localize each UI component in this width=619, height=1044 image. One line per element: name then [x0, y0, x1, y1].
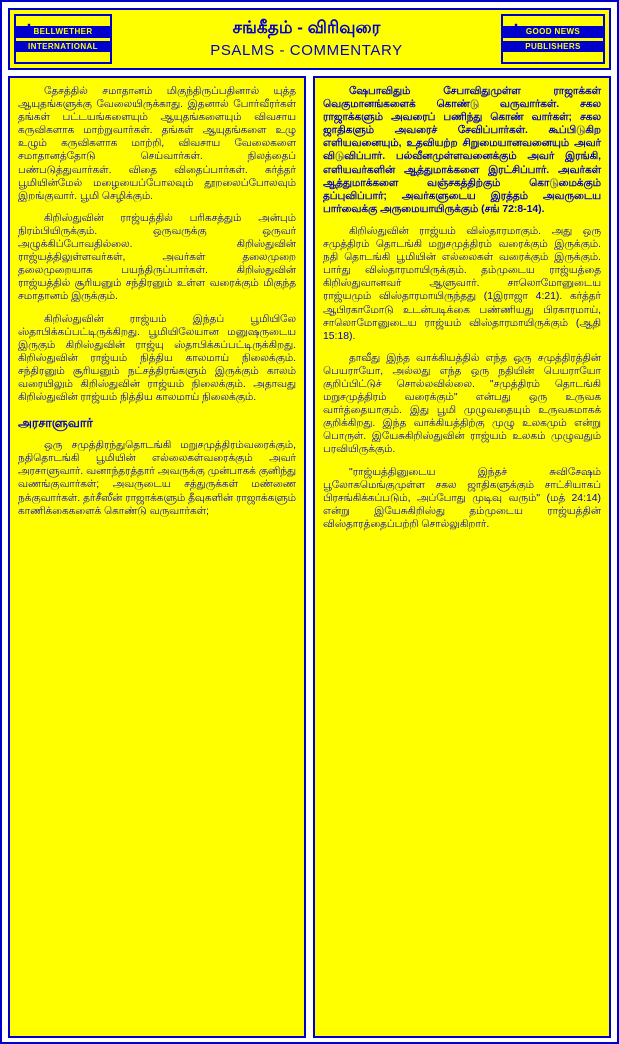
- left-column: [8, 76, 306, 1038]
- paragraph-scripture-quote: ஷேபாவிதும் சேபாவிதுமுள்ள ராஜாக்கள் வெகுமானங்களைக் கொண்டு வருவார்கள். சகல ராஜாக்களும் அவரைப் பணிந்து கொண் வார்கள்; சகல ஜாதிகளும் அவரைச் சேவிப்பார்கள். கூப்பிடுகிற எளியவனையும், உதவியற்ற சிறுமையானவனையும் அவர் விடுவிப்பார். பல்வீனமுள்ளவனைக்கும் அவர் இரங்கி, எளியவர்களின் ஆத்துமாக்களை இரட்சிப்பார். அவர்கள் ஆத்துமாக்களை வஞ்சகத்திற்கும் கொடுமைக்கும் தப்புவிப்பார்; அவர்களுடைய இரத்தம் அவருடைய பார்வைக்கு அருமையாயிருக்கும் (சங் 72:8-14).: [323, 86, 601, 215]
- section-heading: அரசாளுவார்: [18, 416, 93, 431]
- paragraph: கிறிஸ்துவின் ராஜ்யத்தில் பரிகசத்தும் அன்பும் நிரம்பியிருக்கும். ஒருவருக்கு ஒருவர் அழுக்கிப்போவதில்லை. கிறிஸ்துவின் ராஜ்யத்திலுள்ளவர்கள், அவர்கள் தலைமுறை தலைமுறையாக பயந்திருப்பார்கள். கிறிஸ்துவின் ராஜ்யத்தில் சூரியனும் சந்திரனும் உள்ள வரைக்கும் மிகுந்த சமாதானம் இருக்கும்.: [18, 212, 296, 303]
- torch-icon-right: ♟: [508, 21, 524, 40]
- title-english: PSALMS - COMMENTARY: [210, 41, 403, 59]
- body-columns: [8, 76, 611, 1038]
- publisher-logo-bellwether: [14, 14, 112, 64]
- goodnews-line1: GOOD NEWS: [503, 26, 603, 37]
- page-title: [116, 10, 497, 68]
- bellwether-line2: INTERNATIONAL: [16, 41, 110, 52]
- paragraph: "ராஜ்யத்தினுடைய இந்தச் சுவிசேஷம் பூலோகமெங்குமுள்ள சகல ஜாதிகளுக்கும் சாட்சியாகப் பிரசங்கிக்கப்படும், அப்போது முடிவு வரும்" (மத் 24:14) என்று இயேசுகிறிஸ்து தம்முடைய ராஜ்யத்தின் விஸ்தாரத்தைப்பற்றி சொல்லுகிறார்.: [323, 466, 601, 530]
- page-header: [8, 8, 611, 70]
- right-column: [313, 76, 611, 1038]
- paragraph: கிறிஸ்துவின் ராஜ்யம் இந்தப் பூமியிலே ஸ்தாபிக்கப்பட்டிருக்கிறது. பூமியிலேயான மனுஷருடைய இருகும் கிறிஸ்துவின் ராஜ்யு ஸ்தாபிக்கப்பட்டிருக்கிறது. கிறிஸ்துவின் ராஜ்யம் நித்திய காலமாய் நிலைக்கும். சந்திரனும் சூரியனும் நட்சத்திரங்களும் இருக்கும் காலம் வரையிலும் கிறிஸ்துவின் ராஜ்யம் நிலைக்கும். அதாவது கிறிஸ்துவின் ராஜ்யம் நித்திய காலமாய் நிலைக்கும்.: [18, 313, 296, 404]
- paragraph: தாவீது இந்த வாக்கியத்தில் எந்த ஒரு சமுத்திரத்தின் பெயராயோ, அல்லது எந்த ஒரு நதியின் பெயராயோ குறிப்பிட்டுச் சொல்லவில்லை. "சமுத்திரம் தொடங்கி மறுசமுத்திரம் வரைக்கும்" என்பது ஒரு உருவக வார்த்தையாகும். இது பூமி முழுவதையும் உருவகமாகக் குறிக்கிறது. இந்த வாக்கியத்திற்கு முழு உலகமும் என்று பொருள். இயேசுகிறிஸ்துவின் ராஜ்யம் உலகம் முழுவதும் பரவியிருக்கும்.: [323, 352, 601, 456]
- bellwether-line1: BELLWETHER: [16, 26, 110, 37]
- goodnews-line2: PUBLISHERS: [503, 41, 603, 52]
- torch-icon: ♟: [21, 21, 37, 40]
- title-tamil: சங்கீதம் - விரிவுரை: [232, 18, 381, 38]
- paragraph: கிறிஸ்துவின் ராஜ்யம் விஸ்தாரமாகும். அது ஒரு சமுத்திரம் தொடங்கி மறுசமுத்திரம் வரைக்கும் இருக்கும். நதி தொடங்கி பூமியின் எல்லைகள் வரைக்கும் இருக்கும். பார்து விஸ்தாரமாயிருக்கும். தம்முடைய ராஜ்யத்தை கிறிஸ்துவானவர் ஆளுவார். சாலொமோனுடைய ராஜ்யமும் விஸ்தாரமாயிருந்தது (1இராஜா 4:21). கர்த்தர் ஆபிரகாமோடு உடன்படிக்கை பண்ணியது பிரகாரமாய், சாலொமோனுடைய ராஜ்யம் விஸ்தாரமாயிருக்கும் (ஆதி 15:18).: [323, 225, 601, 342]
- publisher-logo-goodnews: [501, 14, 605, 64]
- paragraph: ஒரு சமுத்திரந்துதொடங்கி மறுசமுத்திரம்வரைக்கும், நதிதொடங்கி பூமியின் எல்லைகள்வரைக்கும் அவர் அரசாளுவார். வனாந்தரத்தார் அவருக்கு முன்பாகக் குனிந்து வணங்குவார்கள்; அவருடைய சத்துருக்கள் மண்ணை நக்குவார்கள். தர்சீஸீன் ராஜாக்களும் தீவுகளின் ராஜாக்களும் காணிக்கைகளைக் கொண்டு வருவார்கள்;: [18, 440, 296, 517]
- paragraph: தேசத்தில் சமாதானம் மிகுந்திருப்பதினால் யுத்த ஆயுதங்களுக்கு வேலையிருக்காது. இதனால் போர்வீரர்கள் தங்கள் பட்டயங்களையும் ஆயுதங்களையும் விவசாய கருவிகளாக மாற்றுவார்கள். தங்கள் ஆயுதங்களை உழு உழும் கருவிகளாக மாற்றி, விவசாய வேலைகளை சமாதானத்தோடு செய்வார்கள். நிலத்தைப் பண்படுத்துவார்கள். விதை விதைப்பார்கள். கர்த்தர் பூமியின்மேல் மழையைப்போலவும் தூறலைப்போலவும் இறங்குவார். பூமி செழிக்கும்.: [18, 86, 296, 202]
